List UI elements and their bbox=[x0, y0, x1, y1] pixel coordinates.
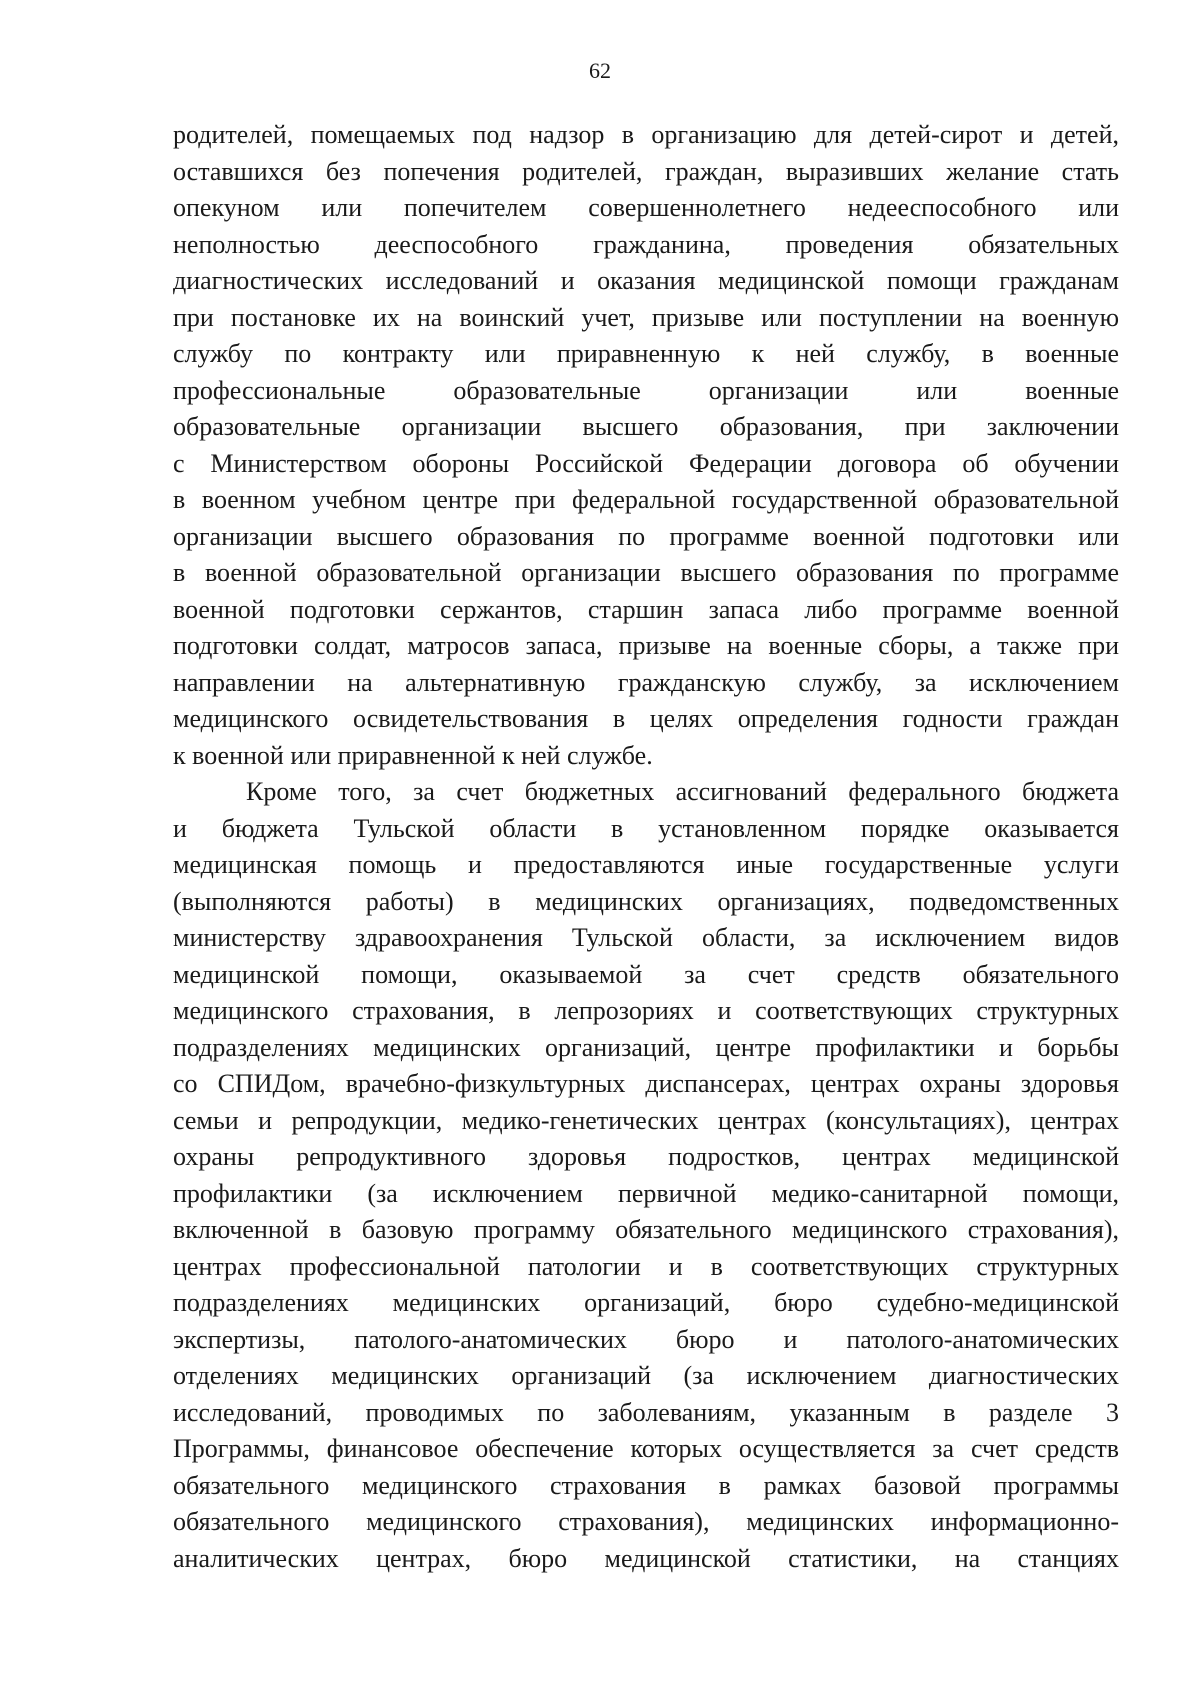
text-line: министерству здравоохранения Тульской области, за исключением видов bbox=[173, 923, 1119, 952]
text-line: аналитических центрах, бюро медицинской статистики, на станциях bbox=[173, 1543, 1119, 1573]
text-line: исследований, проводимых по заболеваниям, указанным в разделе 3 bbox=[173, 1397, 1119, 1427]
text-line: военной подготовки сержантов, старшин запаса либо программе военной bbox=[173, 594, 1119, 624]
text-line: центрах профессиональной патологии и в соответствующих структурных bbox=[173, 1251, 1119, 1281]
text-line: службу по контракту или приравненную к ней службу, в военные bbox=[173, 339, 1119, 368]
text-line: в военном учебном центре при федеральной государственной образовательной bbox=[173, 485, 1119, 514]
text-line: профессиональные образовательные организации или военные bbox=[173, 375, 1119, 405]
text-line: подразделениях медицинских организаций, центре профилактики и борьбы bbox=[173, 1032, 1119, 1062]
text-line: охраны репродуктивного здоровья подростков, центрах медицинской bbox=[173, 1142, 1119, 1171]
text-line: образовательные организации высшего образования, при заключении bbox=[173, 412, 1119, 441]
text-line: и бюджета Тульской области в установленном порядке оказывается bbox=[173, 813, 1119, 843]
text-line: Программы, финансовое обеспечение которых осуществляется за счет средств bbox=[173, 1434, 1119, 1463]
text-line: медицинского освидетельствования в целях определения годности граждан bbox=[173, 704, 1119, 733]
text-line: отделениях медицинских организаций (за исключением диагностических bbox=[173, 1361, 1119, 1390]
paragraph bbox=[173, 117, 1119, 774]
text-line: оставшихся без попечения родителей, граждан, выразивших желание стать bbox=[173, 156, 1119, 186]
text-line: обязательного медицинского страхования), медицинских информационно- bbox=[173, 1507, 1119, 1536]
text-line: экспертизы, патолого-анатомических бюро и патолого-анатомических bbox=[173, 1324, 1119, 1354]
text-line: с Министерством обороны Российской Федерации договора об обучении bbox=[173, 448, 1119, 478]
text-line: диагностических исследований и оказания медицинской помощи гражданам bbox=[173, 266, 1119, 295]
text-line: неполностью дееспособного гражданина, проведения обязательных bbox=[173, 229, 1119, 259]
text-line: (выполняются работы) в медицинских организациях, подведомственных bbox=[173, 886, 1119, 916]
text-line: при постановке их на воинский учет, призыве или поступлении на военную bbox=[173, 302, 1119, 332]
text-line: подразделениях медицинских организаций, бюро судебно-медицинской bbox=[173, 1288, 1119, 1317]
text-line: Кроме того, за счет бюджетных ассигнований федерального бюджета bbox=[246, 777, 1119, 806]
text-line: со СПИДом, врачебно-физкультурных диспансерах, центрах охраны здоровья bbox=[173, 1069, 1119, 1098]
text-line: подготовки солдат, матросов запаса, призыве на военные сборы, а также при bbox=[173, 631, 1119, 660]
paragraph bbox=[173, 774, 1119, 1577]
text-line: родителей, помещаемых под надзор в организацию для детей-сирот и детей, bbox=[173, 120, 1119, 149]
text-line: включенной в базовую программу обязательного медицинского страхования), bbox=[173, 1215, 1119, 1244]
text-line: к военной или приравненной к ней службе. bbox=[173, 740, 653, 770]
text-line: медицинской помощи, оказываемой за счет средств обязательного bbox=[173, 959, 1119, 989]
text-line: в военной образовательной организации высшего образования по программе bbox=[173, 558, 1119, 587]
page-number: 62 bbox=[589, 58, 611, 83]
text-line: направлении на альтернативную гражданскую службу, за исключением bbox=[173, 667, 1119, 697]
text-line: опекуном или попечителем совершеннолетнего недееспособного или bbox=[173, 193, 1119, 222]
text-line: организации высшего образования по программе военной подготовки или bbox=[173, 521, 1119, 551]
text-line: обязательного медицинского страхования в рамках базовой программы bbox=[173, 1470, 1119, 1500]
document-body bbox=[173, 117, 1119, 1577]
text-line: семьи и репродукции, медико-генетических центрах (консультациях), центрах bbox=[173, 1105, 1119, 1135]
text-line: медицинская помощь и предоставляются иные государственные услуги bbox=[173, 850, 1119, 879]
text-line: профилактики (за исключением первичной медико-санитарной помощи, bbox=[173, 1178, 1119, 1208]
text-line: медицинского страхования, в лепрозориях и соответствующих структурных bbox=[173, 996, 1119, 1025]
